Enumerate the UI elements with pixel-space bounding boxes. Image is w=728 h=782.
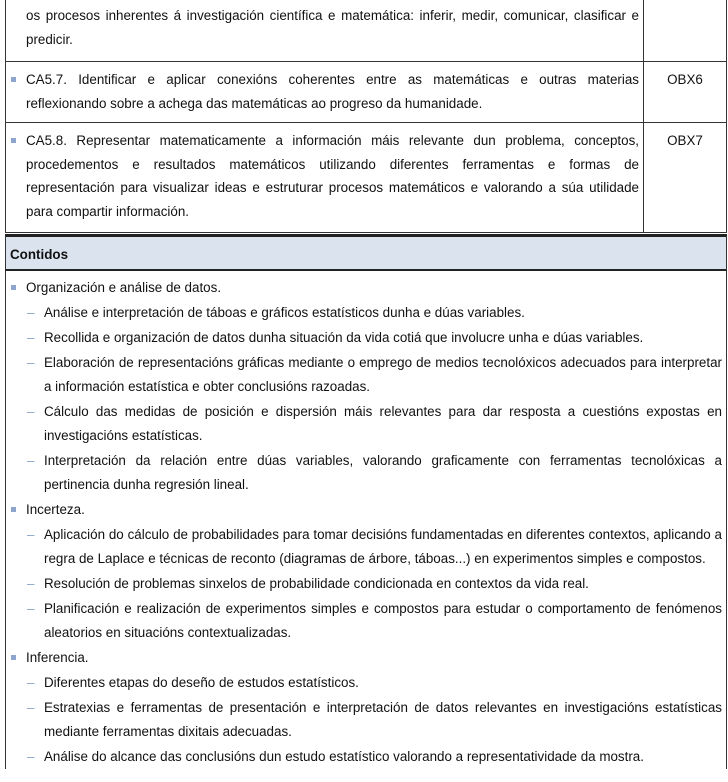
content-item-text: Interpretación da relación entre dúas variables, valorando graficamente con ferramentas tecnolóxicas a pertinencia dunha regresión lineal. [44,453,722,492]
dash-bullet-icon: – [27,330,35,345]
objective-code: OBX7 [667,133,703,148]
dash-bullet-icon: – [27,527,35,542]
dash-bullet-icon: – [27,404,35,419]
content-item [26,449,722,497]
content-item-text: Resolución de problemas sinxelos de probabilidade condicionada en contextos da vida real. [44,576,589,591]
content-item [26,597,722,645]
content-item-text: Análise do alcance das conclusións dun estudo estatístico valorando a representatividade da mostra. [44,749,644,764]
square-bullet-icon [11,507,16,512]
document-page [5,0,727,769]
dash-bullet-icon: – [27,601,35,616]
square-bullet-icon [11,77,16,82]
dash-bullet-icon: – [27,749,35,764]
criteria-text-cell [6,0,644,61]
section-title: Contidos [10,247,69,262]
content-item [26,400,722,448]
content-item-text: Estratexias e ferramentas de presentación e interpretación de datos relevantes en investigacións estatísticas mediante ferramentas dixitais adecuadas. [44,700,722,739]
content-item-text: Aplicación do cálculo de probabilidades para tomar decisións fundamentadas en diferentes contextos, aplicando a regra de Laplace e técnicas de reconto (diagramas de árbore, táboas...) en experimentos simples e compostos. [44,527,722,566]
content-group [26,276,722,300]
objective-cell [644,123,726,232]
criteria-text-cell [6,62,644,122]
content-group [26,498,722,522]
square-bullet-icon [11,138,16,143]
section-header [5,234,727,271]
dash-bullet-icon: – [27,700,35,715]
content-item [26,351,722,399]
dash-bullet-icon: – [27,576,35,591]
criteria-row [5,62,727,123]
content-item [26,745,722,769]
content-item-text: Cálculo das medidas de posición e dispersión máis relevantes para dar resposta a cuestións expostas en investigacións estatísticas. [44,404,722,443]
square-bullet-icon [11,285,16,290]
content-item [26,572,722,596]
criteria-row [5,0,727,62]
content-item [26,301,722,325]
content-item-text: Diferentes etapas do deseño de estudos estatísticos. [44,675,359,690]
content-item-text: Análise e interpretación de táboas e gráficos estatísticos dunha e dúas variables. [44,305,525,320]
objective-cell [644,62,726,122]
criteria-text: CA5.7. Identificar e aplicar conexións coherentes entre as matemáticas e outras materias reflexionando sobre a achega das matemáticas ao progreso da humanidade. [26,72,639,111]
content-item [26,326,722,350]
dash-bullet-icon: – [27,453,35,468]
content-item [26,523,722,571]
content-item [26,696,722,744]
criteria-text: CA5.8. Representar matematicamente a información máis relevante dun problema, conceptos, procedementos e resultados matemáticos utilizando diferentes ferramentas e formas de representación para visualizar ideas e estruturar procesos matemáticos e valorando a súa utilidade para compartir información. [26,133,639,219]
contents-list [5,271,727,769]
content-group [26,646,722,670]
content-item-text: Elaboración de representacións gráficas mediante o emprego de medios tecnolóxicos adecuados para interpretar a información estatística e obter conclusións razoadas. [44,355,722,394]
dash-bullet-icon: – [27,675,35,690]
dash-bullet-icon: – [27,305,35,320]
content-item [26,671,722,695]
content-group-label: Organización e análise de datos. [26,280,222,295]
content-item-text: Planificación e realización de experimentos simples e compostos para estudar o comportamento de fenómenos aleatorios en situacións contextualizadas. [44,601,722,640]
objective-code: OBX6 [667,72,703,87]
content-item-text: Recollida e organización de datos dunha situación da vida cotiá que involucre unha e dúas variables. [44,330,644,345]
content-group-label: Incerteza. [26,502,85,517]
objective-cell [644,0,726,61]
content-group-label: Inferencia. [26,650,89,665]
criteria-row [5,123,727,233]
criteria-text: os procesos inherentes á investigación científica e matemática: inferir, medir, comunicar, clasificar e predicir. [26,8,639,47]
dash-bullet-icon: – [27,355,35,370]
criteria-text-cell [6,123,644,232]
square-bullet-icon [11,655,16,660]
